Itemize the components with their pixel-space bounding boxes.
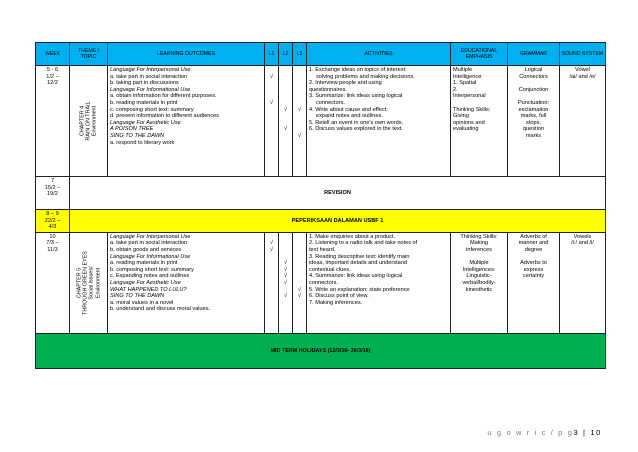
header-cell: GRAMMAR	[508, 43, 560, 66]
theme-line: RAIN ON TRAIL	[85, 101, 92, 141]
week-5-6-activities	[307, 66, 451, 177]
week-10-grammar	[508, 232, 560, 333]
week-line: 12/2	[47, 80, 58, 87]
activity-line: 4. Summarize: link ideas using logical	[309, 273, 403, 280]
activity-line: ideas, important details and understand	[309, 260, 407, 267]
header-cell: L2	[279, 43, 293, 66]
outcome-line: a. respond to literary work	[110, 139, 175, 146]
footer-total: 10	[590, 428, 602, 437]
tick-mark	[267, 287, 276, 294]
tick-mark: √	[283, 266, 288, 273]
holiday-label: MID TERM HOLIDAYS (12/3/16- 20/3/16)	[36, 333, 606, 368]
tick-mark	[295, 126, 304, 133]
grammar-line	[510, 93, 557, 100]
tick-mark	[267, 126, 276, 133]
grammar-line	[510, 254, 557, 261]
grammar-line: exclamation	[518, 106, 549, 113]
tick-mark	[267, 87, 276, 94]
grammar-line: Punctuation:	[517, 99, 550, 106]
tick-mark	[295, 93, 304, 100]
week-5-6-l2	[279, 66, 293, 177]
tick-mark: √	[283, 293, 288, 300]
week-5-6-row	[36, 66, 606, 177]
tick-mark: √	[283, 273, 288, 280]
exam-label: PEPERIKSAAN DALAMAN USBF 1	[70, 210, 606, 233]
tick-mark	[295, 280, 304, 287]
tick-mark: √	[269, 73, 274, 80]
week-10-week	[36, 232, 70, 333]
emphasis-line: evaluating	[453, 126, 479, 133]
outcome-line: Language For Interpersonal Use	[110, 67, 191, 73]
header-cell: ACTIVITIES	[307, 43, 451, 66]
week-5-6-learning-outcomes	[108, 66, 265, 177]
week-line: 11/3	[47, 246, 58, 253]
exam-week-cell	[36, 210, 70, 233]
tick-mark	[295, 267, 304, 274]
tick-mark	[267, 260, 276, 267]
tick-mark	[281, 80, 290, 87]
theme-line: Environment	[94, 267, 101, 298]
week-10-l2	[279, 232, 293, 333]
sound-line: Vowels	[573, 233, 592, 240]
tick-mark: √	[283, 260, 288, 267]
theme-line: THROUGH GREEN EYES	[82, 250, 89, 315]
tick-mark	[281, 87, 290, 94]
activity-line: 2. Listening to a radio talk and take notes of	[309, 240, 418, 247]
page-footer	[487, 428, 602, 437]
revision-row	[36, 177, 606, 210]
grammar-line: marks, full	[520, 113, 547, 120]
outcome-line: a. reading materials in print	[110, 260, 178, 267]
tick-mark: √	[283, 126, 288, 133]
week-10-sound-system	[560, 232, 606, 333]
outcome-line: Language For Interpersonal Use	[110, 233, 191, 240]
outcome-line: b. understand and discuss moral values.	[110, 306, 211, 313]
tick-mark	[267, 300, 276, 307]
outcome-line: d. present information to different audiences	[110, 113, 220, 120]
tick-mark	[267, 273, 276, 280]
grammar-line: Logical	[524, 67, 543, 73]
header-cell: L1	[265, 43, 279, 66]
tick-mark	[267, 113, 276, 120]
tick-mark: √	[297, 293, 302, 300]
tick-mark	[267, 267, 276, 274]
outcome-line: c. composing short text: summary	[110, 106, 194, 113]
outcome-line: a. take part in social interaction	[110, 73, 188, 80]
scheme-of-work-table	[35, 42, 606, 369]
emphasis-line: Making	[469, 240, 489, 247]
emphasis-line: Multiple	[453, 67, 473, 73]
emphasis-line: Thinking Skills:	[460, 233, 498, 240]
grammar-line: stops,	[526, 119, 541, 126]
activity-line: solving problems and making decisions.	[316, 73, 415, 80]
emphasis-line: 1. Spatial	[453, 80, 477, 87]
week-line: 10	[49, 233, 56, 240]
footer-page: 3	[573, 428, 580, 437]
week-5-6-theme	[70, 66, 108, 177]
tick-mark	[267, 107, 276, 114]
tick-mark: √	[269, 246, 274, 253]
tick-mark	[295, 234, 304, 241]
outcome-line: b. composing short text: summary	[110, 266, 194, 273]
grammar-line: Adverbs of	[520, 233, 547, 240]
emphasis-line: opinions and	[453, 119, 485, 126]
week-10-l1	[265, 232, 279, 333]
outcome-line: b. reading materials in print	[110, 99, 178, 106]
tick-mark	[281, 234, 290, 241]
activity-line: 5. Write an explanation: state preference	[309, 286, 410, 293]
tick-mark	[295, 273, 304, 280]
theme-line: Environment	[91, 105, 98, 137]
grammar-line: marks	[525, 132, 542, 139]
tick-mark	[267, 120, 276, 127]
tick-mark	[295, 240, 304, 247]
activity-line: 3. Summarize: link ideas using logical	[309, 93, 403, 100]
week-line: 22/2 –	[44, 217, 61, 224]
tick-mark	[295, 260, 304, 267]
tick-mark	[267, 254, 276, 261]
activity-line: 4. Write about cause and effect:	[309, 106, 388, 113]
outcome-line: b. taking part in discussions	[110, 80, 179, 87]
activity-line: contextual clues.	[309, 266, 351, 273]
week-5-6-l1	[265, 66, 279, 177]
activity-line: 7. Making inferences.	[309, 299, 363, 306]
outcome-line: b. obtain goods and services	[110, 246, 182, 253]
sound-line: /i:/ and /i/	[571, 240, 594, 247]
week-5-6-l3	[293, 66, 307, 177]
tick-mark	[267, 80, 276, 87]
header-cell: SOUND SYSTEM	[560, 43, 606, 66]
revision-label: REVISION	[70, 177, 606, 210]
tick-mark	[295, 120, 304, 127]
emphasis-line	[453, 100, 505, 107]
tick-mark	[267, 293, 276, 300]
tick-mark	[295, 67, 304, 74]
tick-mark	[281, 133, 290, 140]
holiday-row	[36, 333, 606, 368]
grammar-line: express	[523, 266, 544, 273]
tick-mark	[281, 300, 290, 307]
tick-mark	[295, 100, 304, 107]
activity-line: 6. Discuss values explored in the text.	[309, 126, 403, 133]
tick-mark	[295, 80, 304, 87]
sound-line: Vowel	[575, 67, 590, 73]
tick-mark: √	[283, 279, 288, 286]
activity-line: 1. Exchange ideas on topics of interest:	[309, 67, 407, 73]
tick-mark	[267, 280, 276, 287]
tick-mark: √	[297, 132, 302, 139]
grammar-line: manner and	[518, 240, 549, 247]
week-10-l3	[293, 232, 307, 333]
grammar-line: Connectors	[519, 73, 548, 80]
outcome-line: Language For Informational Use	[110, 253, 191, 260]
activity-line: 3. Reading descriptive text: identify main	[309, 253, 410, 260]
tick-mark: √	[297, 106, 302, 113]
tick-mark	[295, 140, 304, 147]
footer-separator: |	[583, 428, 587, 437]
sound-line: /ai/ and /e/	[569, 73, 596, 80]
emphasis-line: Intelligences:	[462, 266, 496, 273]
outcome-line: a. take part in social interaction	[110, 240, 188, 247]
header-cell: LEARNING OUTCOMES	[108, 43, 265, 66]
week-line: 1/2 –	[46, 73, 59, 80]
header-cell: L3	[293, 43, 307, 66]
week-10-theme	[70, 232, 108, 333]
emphasis-line: verbal/bodily-	[462, 279, 496, 286]
outcome-line: A POISON TREE	[110, 126, 154, 133]
emphasis-line: kinesthetic	[465, 286, 493, 293]
outcome-line: a. obtain information for different purposes.	[110, 93, 217, 100]
activity-line: 6. Discuss point of view.	[309, 293, 369, 300]
outcome-line: WHAT HAPPENED TO LULU?	[110, 286, 187, 293]
activity-line: connectors.	[309, 279, 338, 286]
theme-line: CHAPTER 5	[76, 267, 83, 298]
week-line: 19/2	[47, 191, 58, 198]
header-cell: THEME / TOPIC	[70, 43, 108, 66]
week-line: 15/2 –	[44, 184, 61, 191]
tick-mark: √	[297, 286, 302, 293]
tick-mark	[267, 67, 276, 74]
emphasis-line: inferences	[466, 246, 492, 253]
week-line: 7/3 –	[46, 240, 59, 247]
week-line: 4/3	[48, 224, 57, 231]
week-line: 7	[50, 178, 55, 184]
grammar-line	[510, 80, 557, 87]
tick-mark	[295, 254, 304, 261]
tick-mark: √	[269, 240, 274, 247]
outcome-line: SING TO THE DAWN	[110, 293, 165, 300]
emphasis-line: Thinking Skills:	[453, 106, 491, 113]
tick-mark	[295, 113, 304, 120]
tick-mark	[281, 113, 290, 120]
emphasis-line: 2.	[453, 86, 458, 93]
emphasis-line: Multiple	[469, 260, 489, 267]
outcome-line: SING TO THE DAWN	[110, 132, 165, 139]
activity-line: connectors.	[316, 99, 345, 106]
tick-mark	[281, 93, 290, 100]
outcome-line: c. Expanding notes and outlines	[110, 273, 190, 280]
outcome-line: Language For Informational Use	[110, 86, 191, 93]
emphasis-line: Giving	[453, 113, 469, 120]
week-5-6-grammar	[508, 66, 560, 177]
week-10-learning-outcomes	[108, 232, 265, 333]
tick-mark	[281, 100, 290, 107]
revision-week-cell	[36, 177, 70, 210]
tick-mark	[281, 306, 290, 313]
tick-mark	[267, 133, 276, 140]
tick-mark	[295, 306, 304, 313]
tick-mark	[267, 306, 276, 313]
tick-mark	[281, 74, 290, 81]
activity-line: expand notes and outlines.	[316, 113, 383, 120]
emphasis-line: Interpersonal	[453, 93, 486, 100]
tick-mark	[281, 140, 290, 147]
week-5-6-sound-system	[560, 66, 606, 177]
week-line: 5 - 6	[46, 67, 59, 73]
theme-line: Social Issues/	[88, 266, 95, 300]
emphasis-line	[453, 254, 505, 261]
activity-line: 1. Make enquiries about a product.	[309, 233, 396, 240]
grammar-line: Conjunction	[518, 86, 549, 93]
header-cell: WEEK	[36, 43, 70, 66]
footer-author: u g o w r i c / p g	[487, 428, 574, 437]
emphasis-line: Linguistic-	[466, 273, 492, 280]
grammar-line: Adverbs to	[520, 260, 547, 267]
tick-mark	[295, 87, 304, 94]
tick-mark	[281, 67, 290, 74]
activity-line: text heard.	[309, 246, 336, 253]
tick-mark: √	[283, 106, 288, 113]
grammar-line: question	[522, 126, 545, 133]
week-10-educational-emphasis	[451, 232, 508, 333]
tick-mark: √	[269, 99, 274, 106]
week-10-activities	[307, 232, 451, 333]
tick-mark	[295, 300, 304, 307]
tick-mark	[267, 140, 276, 147]
week-5-6-educational-emphasis	[451, 66, 508, 177]
theme-vertical-text	[76, 251, 101, 315]
tick-mark	[295, 247, 304, 254]
week-line: 8 – 9	[46, 211, 59, 217]
emphasis-line: Intelligence:	[453, 73, 483, 80]
theme-line: CHAPTER 4	[79, 105, 86, 137]
activity-line: 2. Interview people and using	[309, 80, 382, 87]
grammar-line: degree	[524, 246, 543, 253]
outcome-line: Language For Aesthetic Use	[110, 119, 181, 126]
week-5-6-week	[36, 66, 70, 177]
activity-line: questionnaires.	[309, 86, 347, 93]
header-row	[36, 43, 606, 66]
activity-line: 5. Retell an event in one's own words.	[309, 119, 404, 126]
tick-mark	[267, 93, 276, 100]
tick-mark	[295, 74, 304, 81]
tick-mark	[281, 247, 290, 254]
outcome-line: a. moral values in a novel	[110, 299, 174, 306]
exam-row	[36, 210, 606, 233]
tick-mark	[281, 240, 290, 247]
grammar-line: certainty	[522, 273, 545, 280]
header-cell: EDUCATIONAL EMPHASIS	[451, 43, 508, 66]
outcome-line: Language For Aesthetic Use	[110, 279, 181, 286]
week-10-row	[36, 232, 606, 333]
theme-vertical-text	[79, 101, 98, 140]
